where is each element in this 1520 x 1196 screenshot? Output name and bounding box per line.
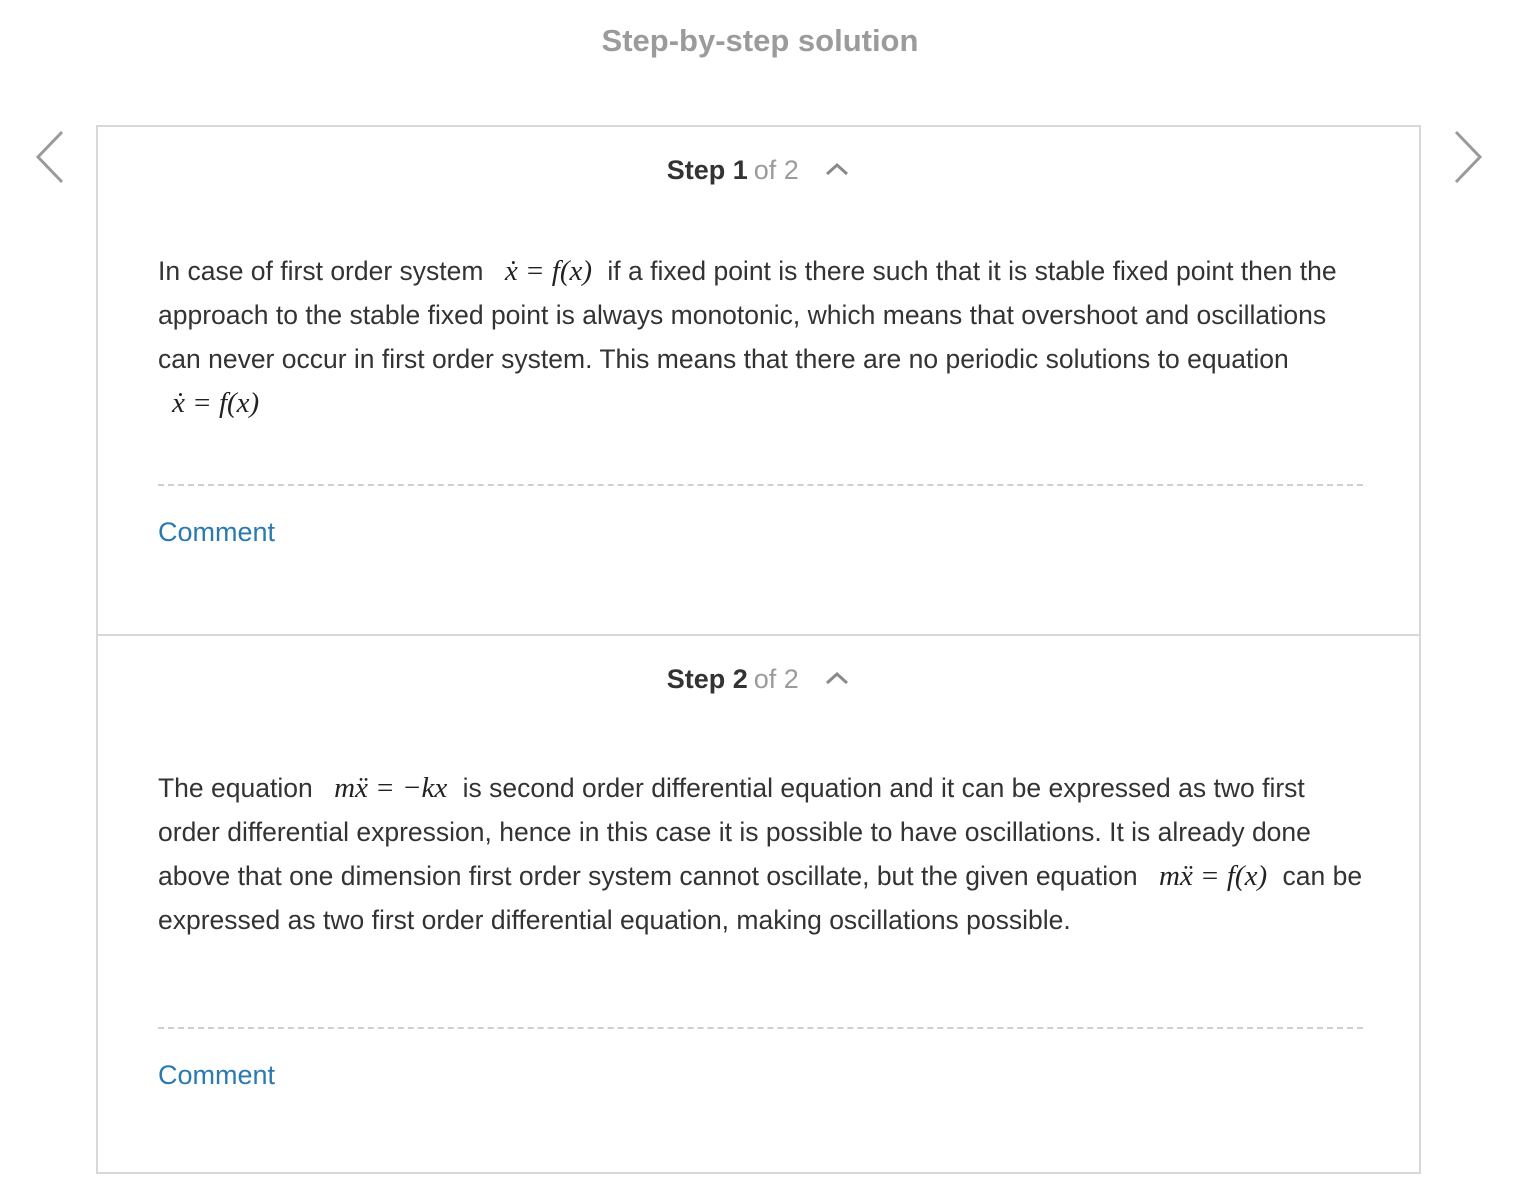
step-1-comment-link[interactable]: Comment xyxy=(158,517,276,547)
solution-card xyxy=(96,125,1421,1174)
step-2-equation-1: mẍ = −kx xyxy=(334,772,448,804)
chevron-up-icon xyxy=(824,161,850,177)
step-2-text-part-2: is second order differential equation and it can be expressed as two first order differential expression, hence in this case it is possible to have oscillations. It is already done above that one dimension first order system cannot oscillate, but the given equation xyxy=(158,773,1311,891)
step-1-equation-1: ẋ = f(x) xyxy=(504,255,593,287)
chevron-up-icon xyxy=(824,670,850,686)
step-2-header xyxy=(98,660,1419,700)
step-1-divider xyxy=(158,484,1363,486)
step-1-equation-2: ẋ = f(x) xyxy=(172,387,260,419)
step-1-collapse-toggle[interactable] xyxy=(824,149,850,187)
step-2-section xyxy=(98,634,1419,1176)
step-2-body xyxy=(158,766,1368,942)
step-2-of-total: of 2 xyxy=(753,664,799,694)
step-2-collapse-toggle[interactable] xyxy=(824,658,850,696)
chevron-right-icon xyxy=(1450,128,1486,186)
step-1-header xyxy=(98,151,1419,191)
step-2-text-part-3: can be expressed as two first order differential equation, making oscillations possible. xyxy=(158,861,1363,935)
step-1-of-total: of 2 xyxy=(753,155,799,185)
step-2-label: Step 2 xyxy=(666,664,748,694)
page-title: Step-by-step solution xyxy=(601,23,919,58)
step-1-section xyxy=(98,127,1419,634)
step-2-comment-link[interactable]: Comment xyxy=(158,1060,276,1090)
step-1-label: Step 1 xyxy=(666,155,748,185)
step-2-divider xyxy=(158,1027,1363,1029)
chevron-left-icon xyxy=(32,128,68,186)
step-2-text-part-1: The equation xyxy=(158,773,313,803)
step-1-text-part-2: if a fixed point is there such that it is stable fixed point then the approach to the stable fixed point is always monotonic, which means that overshoot and oscillations can never occur in first order system. This means that there are no periodic solutions to equation xyxy=(158,256,1337,374)
previous-button[interactable] xyxy=(32,128,68,186)
step-1-text-part-1: In case of first order system xyxy=(158,256,484,286)
step-1-body xyxy=(158,249,1368,425)
next-button[interactable] xyxy=(1450,128,1486,186)
step-2-equation-2: mẍ = f(x) xyxy=(1158,860,1268,892)
